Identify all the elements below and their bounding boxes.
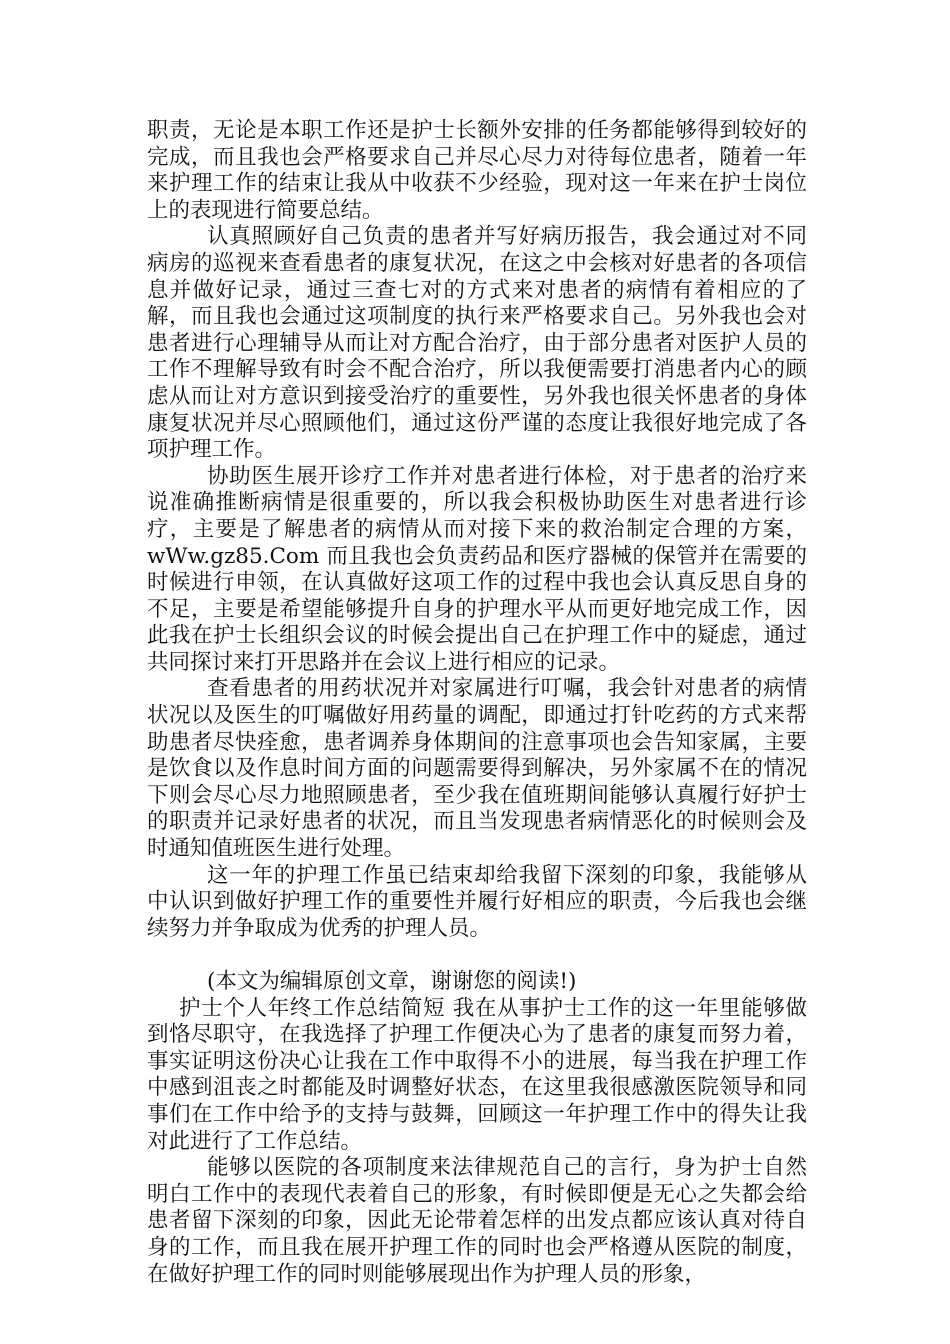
paragraph-patient-care: 认真照顾好自己负责的患者并写好病历报告，我会通过对不同病房的巡视来查看患者的康复状况，在这之中会核对好患者的各项信息并做好记录，通过三查七对的方式来对患者的病情有着相应的了解，而且我也会通过这项制度的执行来严格要求自己。另外我也会对患者进行心理辅导从而让对方配合治疗，由于部分患者对医护人员的工作不理解导致有时会不配合治疗，所以我便需要打消患者内心的顾虑从而让对方意识到接受治疗的重要性，另外我也很关怀患者的身体康复状况并尽心照顾他们，通过这份严谨的态度让我很好地完成了各项护理工作。 <box>147 224 807 463</box>
paragraph-conclusion: 这一年的护理工作虽已结束却给我留下深刻的印象，我能够从中认识到做好护理工作的重要性并履行好相应的职责，今后我也会继续努力并争取成为优秀的护理人员。 <box>147 862 807 941</box>
paragraph-intro: 职责，无论是本职工作还是护士长额外安排的任务都能够得到较好的完成，而且我也会严格要求自己并尽心尽力对待每位患者，随着一年来护理工作的结束让我从中收获不少经验，现对这一年来在护士岗位上的表现进行简要总结。 <box>147 118 807 223</box>
paragraph-regulations: 能够以医院的各项制度来法律规范自己的言行，身为护士自然明白工作中的表现代表着自己的形象，有时候即便是无心之失都会给患者留下深刻的印象，因此无论带着怎样的出发点都应该认真对待自身的工作，而且我在展开护理工作的同时也会严格遵从医院的制度，在做好护理工作的同时则能够展现出作为护理人员的形象， <box>147 1155 807 1287</box>
paragraph-second-article: 护士个人年终工作总结简短 我在从事护士工作的这一年里能够做到恪尽职守，在我选择了护理工作便决心为了患者的康复而努力着，事实证明这份决心让我在工作中取得不小的进展，每当我在护理工作中感到沮丧之时都能及时调整好状态，在这里我很感激医院领导和同事们在工作中给予的支持与鼓舞，回顾这一年护理工作中的得失让我对此进行了工作总结。 <box>147 995 807 1154</box>
document-body <box>147 118 807 1288</box>
blank-line <box>147 942 807 969</box>
paragraph-medication: 查看患者的用药状况并对家属进行叮嘱，我会针对患者的病情状况以及医生的叮嘱做好用药量的调配，即通过打针吃药的方式来帮助患者尽快痊愈，患者调养身体期间的注意事项也会告知家属，主要是饮食以及作息时间方面的问题需要得到解决，另外家属不在的情况下则会尽心尽力地照顾患者，至少我在值班期间能够认真履行好护士的职责并记录好患者的状况，而且当发现患者病情恶化的时候则会及时通知值班医生进行处理。 <box>147 676 807 862</box>
paragraph-assist-doctor: 协助医生展开诊疗工作并对患者进行体检，对于患者的治疗来说准确推断病情是很重要的，所以我会积极协助医生对患者进行诊疗，主要是了解患者的病情从而对接下来的救治制定合理的方案，wWw.gz85.Com 而且我也会负责药品和医疗器械的保管并在需要的时候进行申领，在认真做好这项工作的过程中我也会认真反思自身的不足，主要是希望能够提升自身的护理水平从而更好地完成工作，因此我在护士长组织会议的时候会提出自己在护理工作中的疑虑，通过共同探讨来打开思路并在会议上进行相应的记录。 <box>147 463 807 675</box>
paragraph-note: (本文为编辑原创文章，谢谢您的阅读!) <box>207 969 577 994</box>
